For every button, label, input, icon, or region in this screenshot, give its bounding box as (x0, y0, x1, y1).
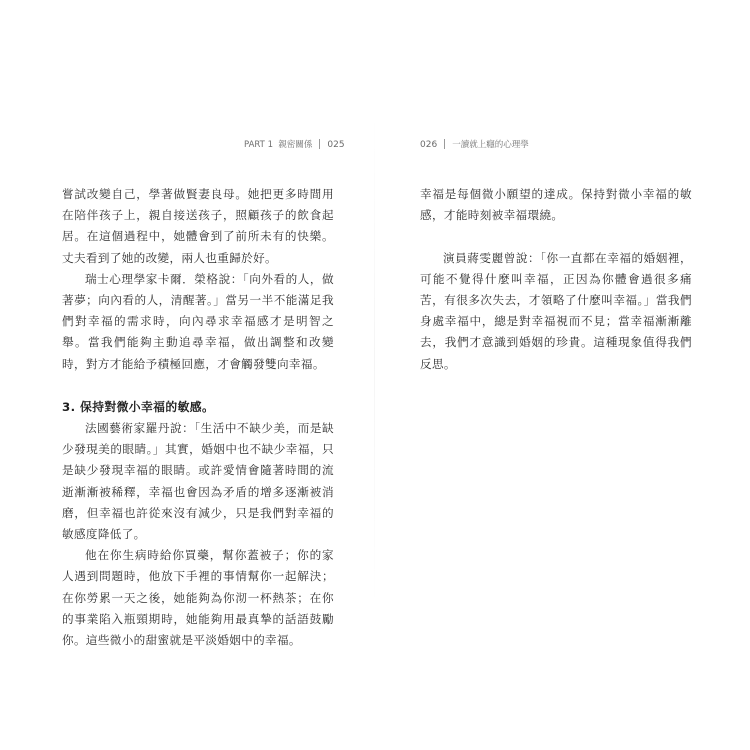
left-running-header (244, 139, 345, 151)
page-gutter (374, 110, 375, 610)
left-header-part: PART 1 (244, 140, 273, 150)
paragraph: 演員蔣雯麗曾說：「你一直都在幸福的婚姻裡，可能不覺得什麼叫幸福，正因為你體會過很多痛苦，有很多次失去，才領略了什麼叫幸福。」當我們身處幸福中，總是對幸福視而不見；當幸福漸漸離去，我們才意識到婚姻的珍貴。這種現象值得我們反思。 (420, 250, 692, 371)
right-header-book-title: 一讀就上癮的心理學 (452, 140, 529, 150)
left-page-number: 025 (327, 140, 345, 150)
right-running-header (420, 139, 529, 151)
right-page-number: 026 (420, 140, 438, 150)
section-heading: 3. 保持對微小幸福的敏感。 (62, 399, 215, 414)
header-divider (319, 139, 320, 149)
paragraph: 幸福是每個微小願望的達成。保持對微小幸福的敏感，才能時刻被幸福環繞。 (420, 187, 692, 223)
left-header-chapter: 親密關係 (278, 140, 313, 150)
paragraph: 法國藝術家羅丹說：「生活中不缺少美，而是缺少發現美的眼睛。」其實，婚姻中也不缺少幸福，只是缺少發現幸福的眼睛。或許愛情會隨著時間的流逝漸漸被稀釋，幸福也會因為矛盾的增多逐漸被消磨，但幸福也許從來沒有減少，只是我們對幸福的敏感度降低了。 (62, 421, 334, 542)
right-page-body (420, 184, 692, 375)
paragraph: 他在你生病時給你買藥，幫你蓋被子；你的家人遇到問題時，他放下手裡的事情幫你一起解決；在你勞累一天之後，她能夠為你沏一杯熱茶；在你的事業陷入瓶頸期時，她能夠用最真摯的話語鼓勵你。這些微小的甜蜜就是平淡婚姻中的幸福。 (62, 548, 334, 648)
left-page-body (62, 184, 334, 651)
paragraph: 瑞士心理學家卡爾．榮格說：「向外看的人，做著夢；向內看的人，清醒著。」當另一半不能滿足我們對幸福的需求時，向內尋求幸福感才是明智之舉。當我們能夠主動追尋幸福，做出調整和改變時，對方才能給予積極回應，才會觸發雙向幸福。 (62, 271, 334, 371)
paragraph: 嘗試改變自己，學著做賢妻良母。她把更多時間用在陪伴孩子上，親自接送孩子，照顧孩子的飲食起居。在這個過程中，她體會到了前所未有的快樂。丈夫看到了她的改變，兩人也重歸於好。 (62, 187, 334, 265)
header-divider (444, 139, 445, 149)
